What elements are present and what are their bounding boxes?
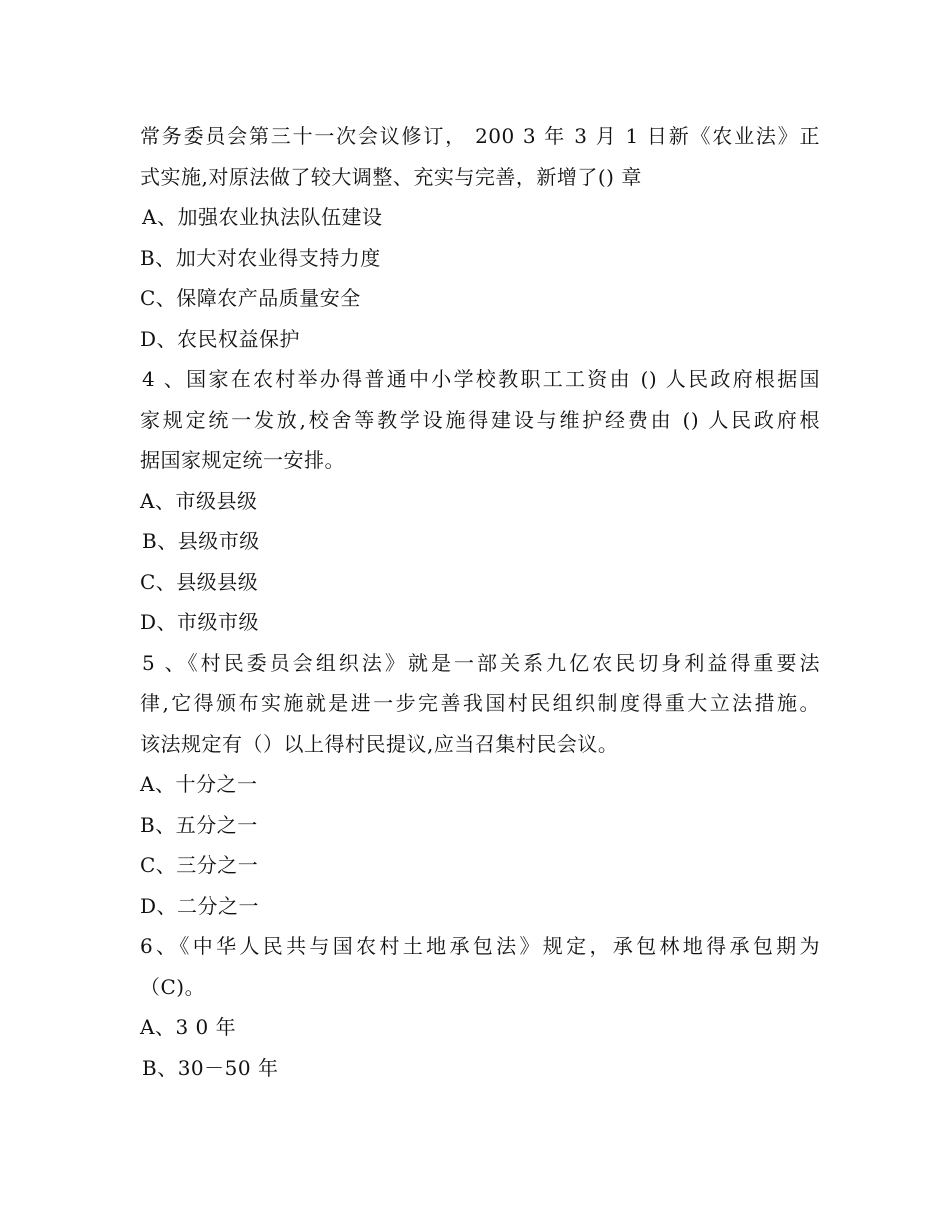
option-line: C、三分之一	[140, 853, 259, 877]
option-line: C、保障农产品质量安全	[140, 286, 361, 310]
text-line: （C)。	[140, 974, 206, 999]
option-line: D、二分之一	[140, 893, 260, 918]
option-line: B、五分之一	[140, 812, 258, 837]
text-line: 常务委员会第三十一次会议修订， 200 3 年 3 月 1 日新《农业法》正	[140, 124, 820, 148]
text-line: 家规定统一发放,校舍等教学设施得建设与维护经费由 () 人民政府根	[140, 407, 820, 432]
text-line: 据国家规定统一安排。	[140, 448, 345, 472]
question-line: 6、《中华人民共与国农村土地承包法》规定，承包林地得承包期为	[140, 934, 820, 958]
text-line: 该法规定有（）以上得村民提议,应当召集村民会议。	[140, 731, 619, 756]
question-line: 4 、国家在农村举办得普通中小学校教职工工资由 () 人民政府根据国	[142, 367, 820, 391]
question-line: 5 、《村民委员会组织法》就是一部关系九亿农民切身利益得重要法	[142, 650, 820, 675]
option-line: B、30－50 年	[142, 1055, 279, 1080]
document-body	[140, 116, 820, 1088]
option-line: D、农民权益保护	[140, 326, 301, 351]
option-line: A、3 0 年	[140, 1015, 237, 1039]
text-line: 式实施,对原法做了较大调整、充实与完善，新增了() 章	[140, 164, 642, 189]
option-line: B、县级市级	[142, 529, 260, 553]
option-line: A、十分之一	[140, 772, 258, 796]
option-line: A、加强农业执法队伍建设	[142, 205, 383, 229]
option-line: D、市级市级	[140, 610, 260, 634]
option-line: A、市级县级	[140, 488, 258, 513]
text-line: 律,它得颁布实施就是进一步完善我国村民组织制度得重大立法措施。	[140, 691, 820, 715]
option-line: B、加大对农业得支持力度	[140, 245, 381, 270]
option-line: C、县级县级	[140, 569, 259, 594]
